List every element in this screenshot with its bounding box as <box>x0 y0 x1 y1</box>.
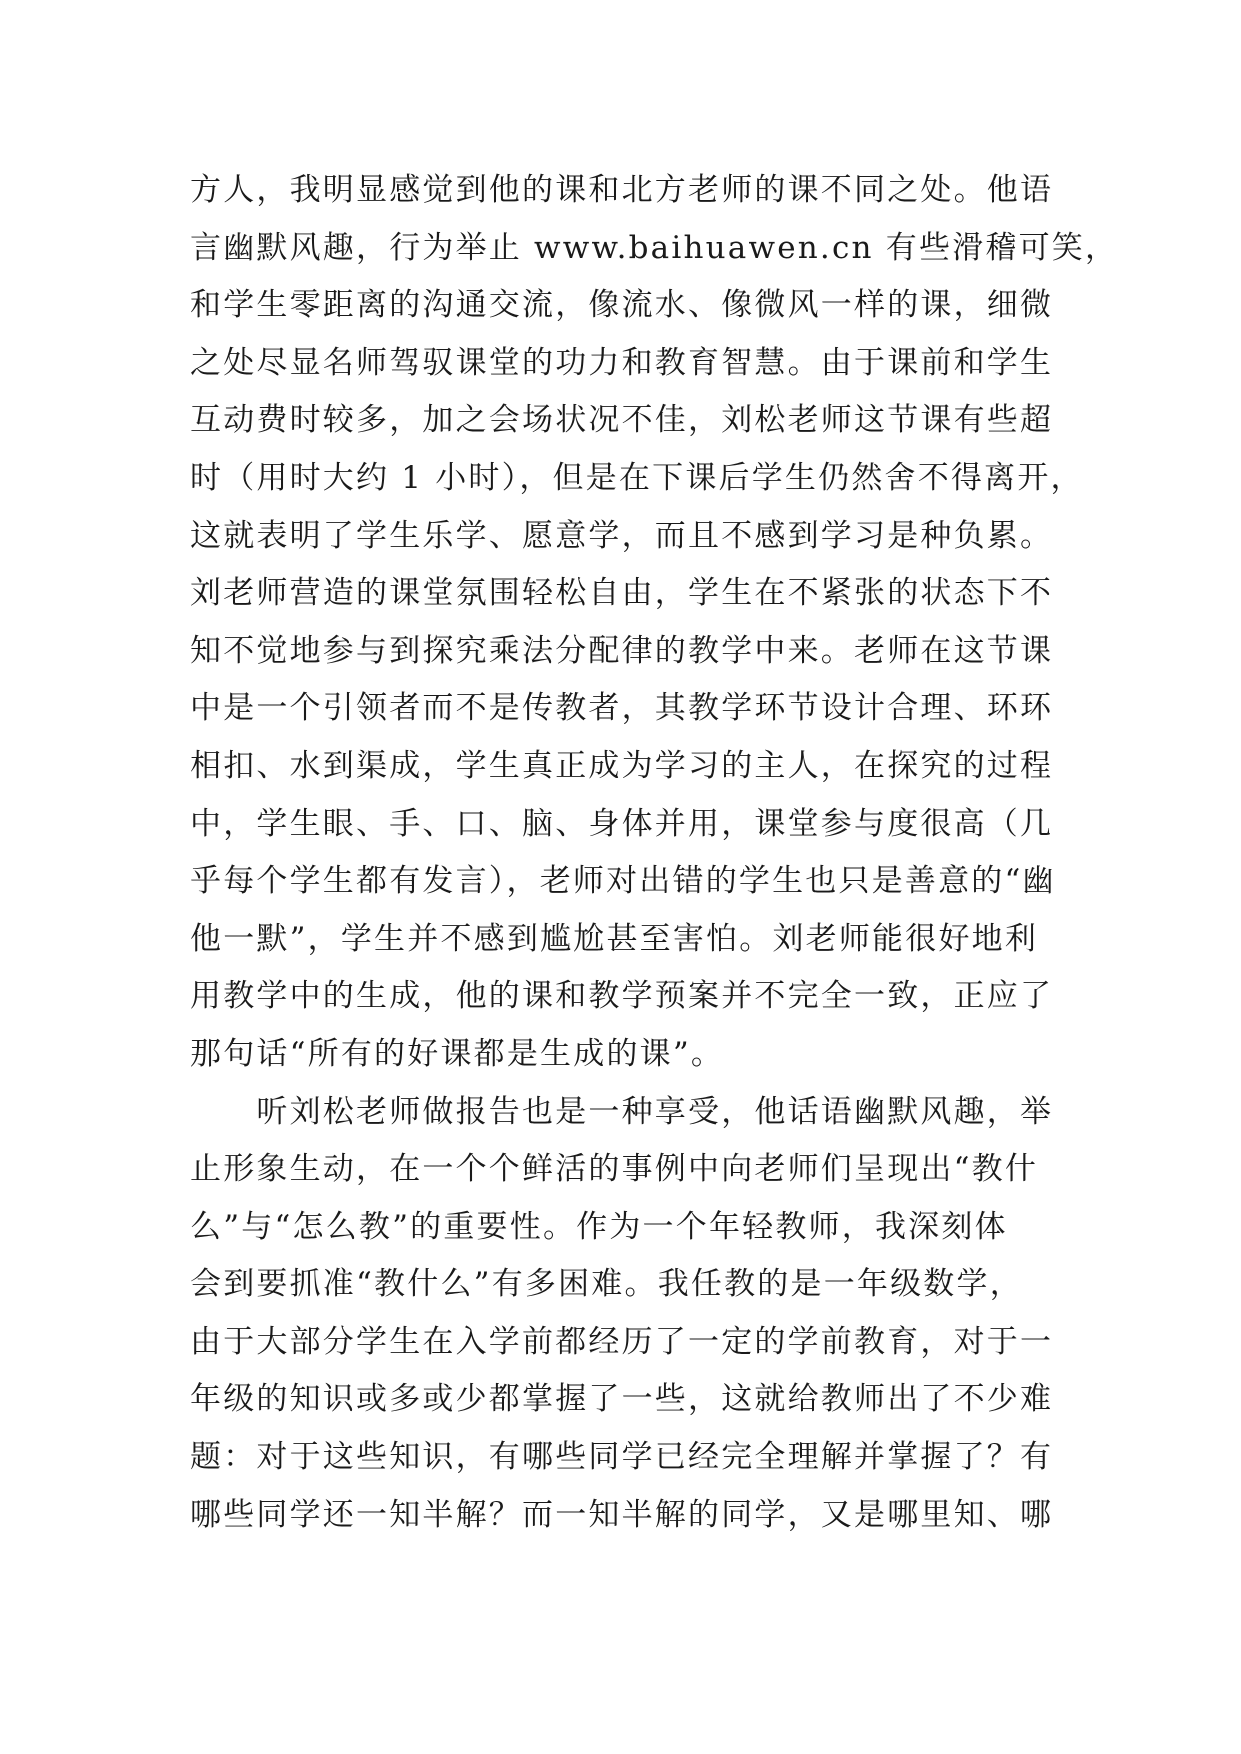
text-line: 方人，我明显感觉到他的课和北方老师的课不同之处。他语 <box>190 172 1054 208</box>
text-line: 和学生零距离的沟通交流，像流水、像微风一样的课，细微 <box>190 287 1054 324</box>
text-line: 用教学中的生成，他的课和教学预案并不完全一致，正应了 <box>190 978 1054 1015</box>
text-line: 言幽默风趣，行为举止 www.baihuawen.cn 有些滑稽可笑， <box>190 229 1119 266</box>
text-line: 时（用时大约 1 小时），但是在下课后学生仍然舍不得离开， <box>190 459 1084 496</box>
text-line: 会到要抓准“教什么”有多困难。我任教的是一年级数学， <box>190 1266 1023 1303</box>
text-line: 互动费时较多，加之会场状况不佳，刘松老师这节课有些超 <box>190 402 1054 439</box>
text-line: 么”与“怎么教”的重要性。作为一个年轻教师，我深刻体 <box>190 1208 1008 1245</box>
text-line: 相扣、水到渠成，学生真正成为学习的主人，在探究的过程 <box>190 747 1054 784</box>
text-line: 这就表明了学生乐学、愿意学，而且不感到学习是种负累。 <box>190 517 1054 554</box>
text-line: 年级的知识或多或少都掌握了一些，这就给教师出了不少难 <box>190 1381 1054 1418</box>
text-line: 由于大部分学生在入学前都经历了一定的学前教育，对于一 <box>190 1323 1054 1360</box>
text-line: 听刘松老师做报告也是一种享受，他话语幽默风趣，举 <box>190 1093 1054 1130</box>
text-line: 刘老师营造的课堂氛围轻松自由，学生在不紧张的状态下不 <box>190 575 1054 612</box>
text-line: 中是一个引领者而不是传教者，其教学环节设计合理、环环 <box>190 690 1054 727</box>
text-line: 他一默”，学生并不感到尴尬甚至害怕。刘老师能很好地利 <box>190 920 1039 957</box>
text-line: 那句话“所有的好课都是生成的课”。 <box>190 1035 725 1072</box>
text-line: 止形象生动，在一个个鲜活的事例中向老师们呈现出“教什 <box>190 1151 1039 1188</box>
text-line: 知不觉地参与到探究乘法分配律的教学中来。老师在这节课 <box>190 632 1054 669</box>
body-text <box>190 162 1119 1544</box>
text-line: 之处尽显名师驾驭课堂的功力和教育智慧。由于课前和学生 <box>190 344 1054 381</box>
text-line: 题：对于这些知识，有哪些同学已经完全理解并掌握了？有 <box>190 1439 1054 1476</box>
text-line: 中，学生眼、手、口、脑、身体并用，课堂参与度很高（几 <box>190 805 1054 842</box>
text-line: 乎每个学生都有发言），老师对出错的学生也只是善意的“幽 <box>190 863 1056 900</box>
text-line: 哪些同学还一知半解？而一知半解的同学，又是哪里知、哪 <box>190 1496 1054 1533</box>
